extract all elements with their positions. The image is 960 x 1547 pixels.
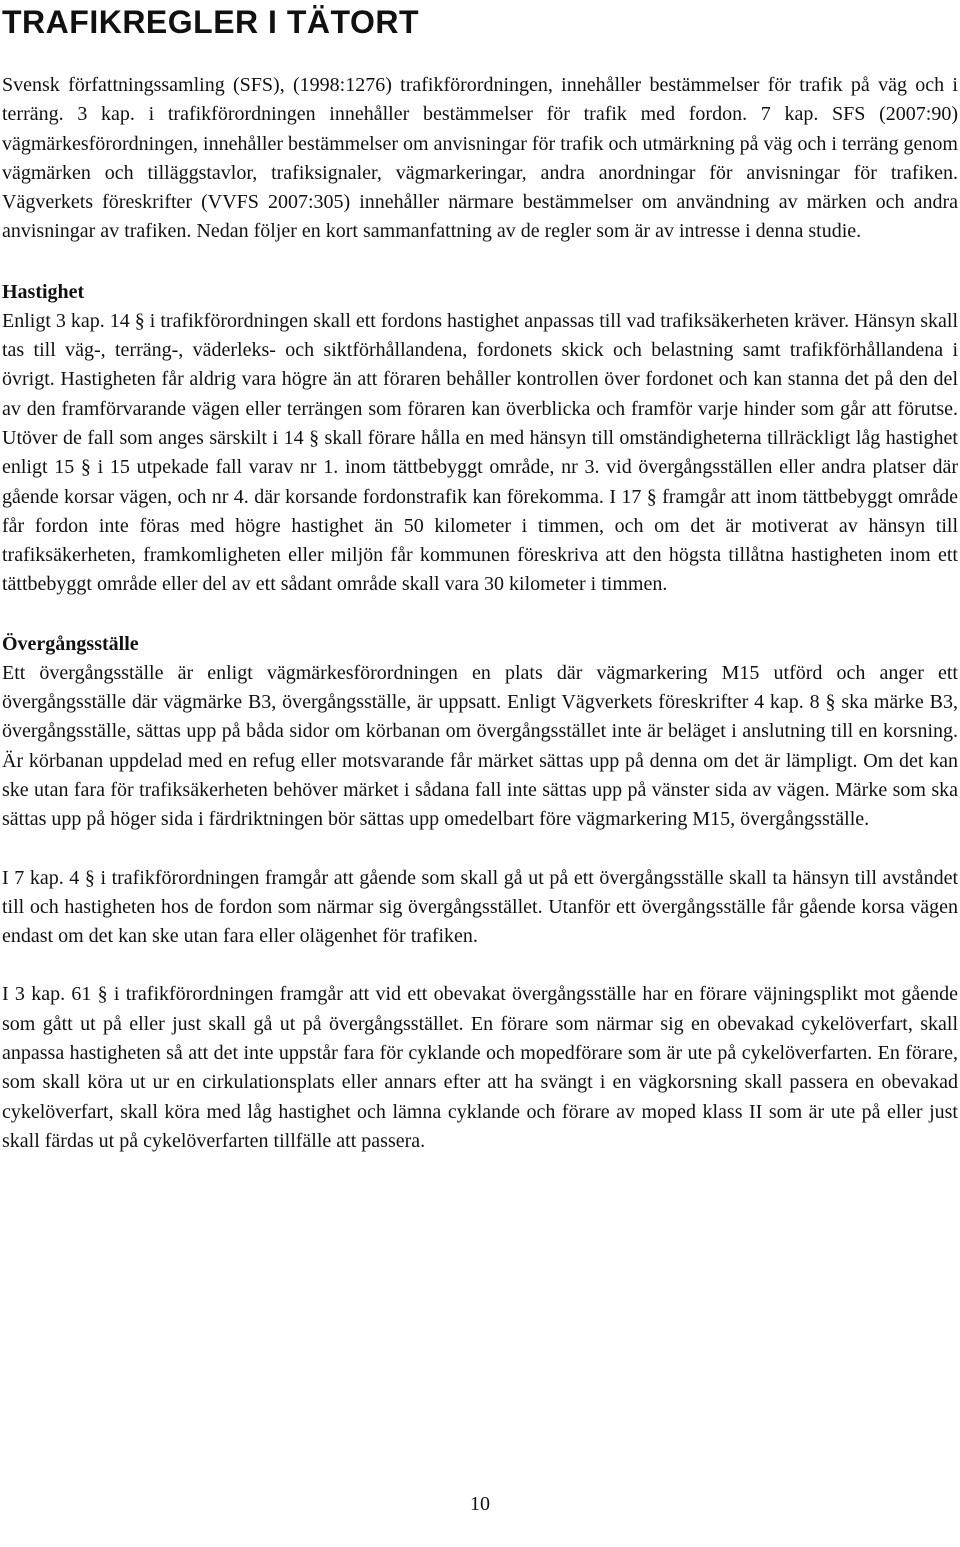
page-number: 10 <box>470 1493 490 1515</box>
document-title: TRAFIKREGLER I TÄTORT <box>2 4 419 40</box>
intro-paragraph: Svensk författningssamling (SFS), (1998:1276) trafikförordningen, innehåller bestämmelser för trafik på väg och i terräng. 3 kap. i trafikförordningen innehåller bestämmelser för trafik med fordon. 7 kap. SFS (2007:90) vägmärkesförordningen, innehåller bestämmelser om anvisningar för trafik och utmärkning på väg och i terräng genom vägmärken och tilläggstavlor, trafiksignaler, vägmarkeringar, andra anordningar för anvisningar för trafiken. Vägverkets föreskrifter (VVFS 2007:305) innehåller närmare bestämmelser om användning av märken och andra anvisningar av trafiken. Nedan följer en kort sammanfattning av de regler som är av intresse i denna studie. <box>2 74 958 243</box>
overgangsstalle-paragraph-1: Ett övergångsställe är enligt vägmärkesförordningen en plats där vägmarkering M15 utförd och anger ett övergångsställe där vägmärke B3, övergångsställe, är uppsatt. Enligt Vägverkets föreskrifter 4 kap. 8 § ska märke B3, övergångsställe, sättas upp på båda sidor om körbanan om övergångsstället inte är beläget i anslutning till en korsning. Är körbanan uppdelad med en refug eller motsvarande får märket sättas upp på denna om det är lämpligt. Om det kan ske utan fara för trafiksäkerheten behöver märket i sådana fall inte sättas upp på vänster sida av vägen. Märke som ska sättas upp på höger sida i färdriktningen bör sättas upp omedelbart före vägmarkering M15, övergångsställe. <box>2 661 958 831</box>
overgangsstalle-paragraph-3: I 3 kap. 61 § i trafikförordningen framgår att vid ett obevakat övergångsställe har en förare väjningsplikt mot gående som gått ut på eller just skall gå ut på övergångsstället. En förare som närmar sig en obevakad cykelöverfart, skall anpassa hastigheten så att det inte uppstår fara för cyklande och mopedförare som är ute på cykelöverfarten. En förare, som skall köra ut ur en cirkulationsplats eller annars efter att ha svängt i en vägkorsning skall passera en obevakad cykelöverfart, skall köra med låg hastighet och lämna cyklande och förare av moped klass II som är ute på eller just skall färdas ut på cykelöverfarten tillfälle att passera. <box>2 983 958 1152</box>
overgangsstalle-paragraph-2: I 7 kap. 4 § i trafikförordningen framgår att gående som skall gå ut på ett övergångsställe skall ta hänsyn till avståndet till och hastigheten hos de fordon som närmar sig övergångsstället. Utanför ett övergångsställe får gående korsa vägen endast om det kan ske utan fara eller olägenhet för trafiken. <box>2 866 958 948</box>
section-heading-overgangsstalle: Övergångsställe <box>2 632 139 655</box>
section-heading-hastighet: Hastighet <box>2 280 85 303</box>
hastighet-paragraph: Enligt 3 kap. 14 § i trafikförordningen skall ett fordons hastighet anpassas till vad trafiksäkerheten kräver. Hänsyn skall tas till väg-, terräng-, väderleks- och siktförhållandena, fordonets skick och belastning samt trafikförhållandena i övrigt. Hastigheten får aldrig vara högre än att föraren behåller kontrollen över fordonet och kan stanna det på den del av den framförvarande vägen eller terrängen som föraren kan överblicka och framför varje hinder som går att förutse. Utöver de fall som anges särskilt i 14 § skall förare hålla en med hänsyn till omständigheterna tillräckligt låg hastighet enligt 15 § i 15 utpekade fall varav nr 1. inom tättbebyggt område, nr 3. vid övergångsställen eller andra platser där gående korsar vägen, och nr 4. där korsande fordonstrafik kan förekomma. I 17 § framgår att inom tättbebyggt område får fordon inte föras med högre hastighet än 50 kilometer i timmen, och om det är motiverat av hänsyn till trafiksäkerheten, framkomligheten eller miljön får kommunen föreskriva att den högsta tillåtna hastigheten inom ett tättbebyggt område eller del av ett sådant område skall vara 30 kilometer i timmen. <box>2 309 958 596</box>
